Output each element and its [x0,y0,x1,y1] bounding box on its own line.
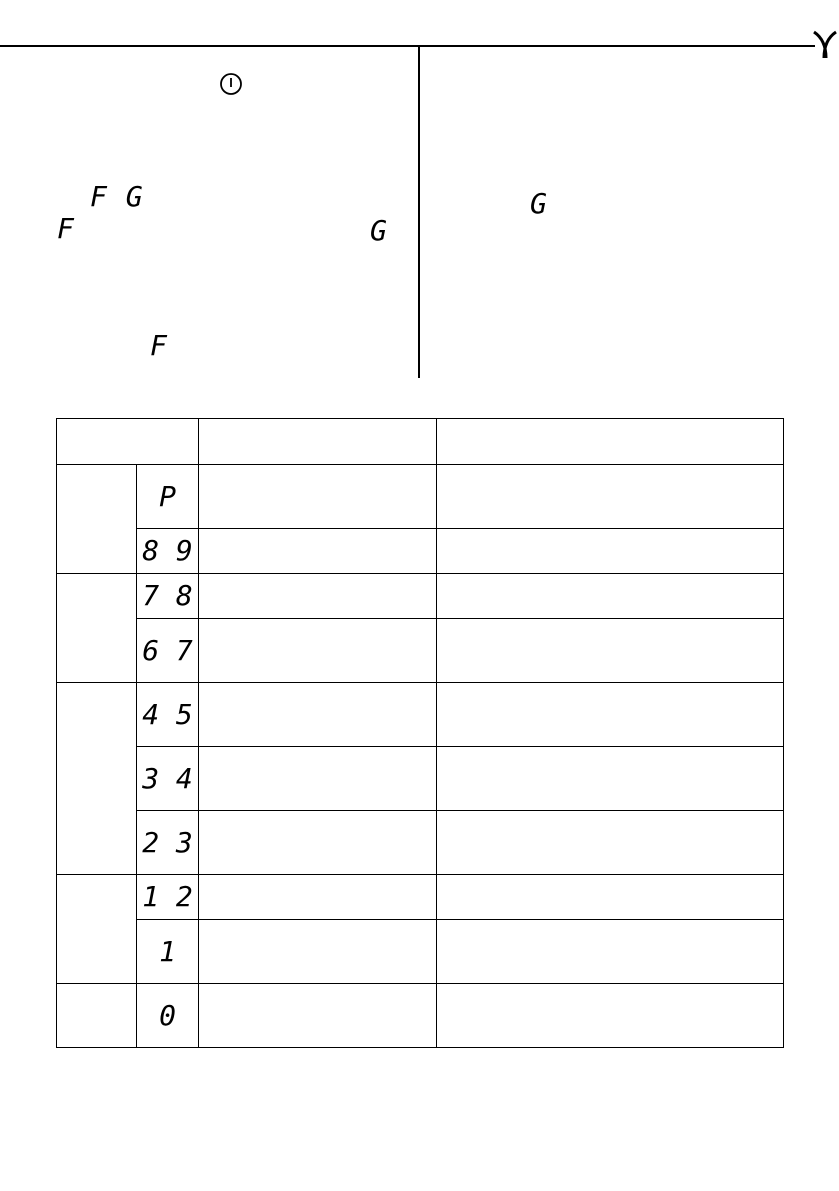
use-cell [199,920,437,984]
segment-display-cell [137,529,199,574]
scissors-mark-icon [812,30,838,60]
segment-value: 1 2 [142,880,193,913]
group-label-cell [57,683,137,875]
use-cell [199,683,437,747]
hint-cell [437,984,784,1048]
display-f-left: F [57,212,75,245]
use-cell [199,619,437,683]
header-cell-hint [437,419,784,465]
header-cell-display [57,419,199,465]
use-cell [199,529,437,574]
display-f-g: F G [90,180,144,213]
column-divider [418,45,420,378]
table-row [57,683,784,747]
hint-cell [437,529,784,574]
segment-value: 8 9 [142,534,193,567]
segment-value: 0 [159,998,176,1032]
header-cell-use [199,419,437,465]
table-row [57,920,784,984]
segment-value: 7 8 [142,579,193,612]
segment-display-cell [137,574,199,619]
segment-display-cell [137,683,199,747]
cut-line [0,45,815,47]
group-label-cell [57,465,137,574]
table-row [57,811,784,875]
segment-value: 3 4 [142,761,193,795]
hint-cell [437,465,784,529]
hint-cell [437,683,784,747]
table-header-row [57,419,784,465]
use-cell [199,875,437,920]
hint-cell [437,747,784,811]
hint-cell [437,811,784,875]
table-row [57,875,784,920]
segment-display-cell [137,984,199,1048]
power-button-icon [219,72,243,96]
segment-display-cell [137,811,199,875]
group-label-cell [57,875,137,984]
segment-value: 2 3 [142,825,193,859]
hint-cell [437,920,784,984]
table-row [57,465,784,529]
table-row [57,529,784,574]
segment-value: 6 7 [142,633,193,667]
display-f-bottom: F [150,329,168,362]
heat-setting-table [56,418,784,1048]
use-cell [199,465,437,529]
table-row [57,984,784,1048]
hint-cell [437,574,784,619]
group-label-cell [57,984,137,1048]
group-label-cell [57,574,137,683]
use-cell [199,811,437,875]
use-cell [199,747,437,811]
segment-display-cell [137,920,199,984]
table-row [57,574,784,619]
hint-cell [437,619,784,683]
segment-value: P [159,479,176,513]
segment-display-cell [137,875,199,920]
use-cell [199,984,437,1048]
segment-display-cell [137,747,199,811]
display-g-left: G [370,214,388,247]
use-cell [199,574,437,619]
segment-value: 4 5 [142,697,193,731]
table-row [57,747,784,811]
hint-cell [437,875,784,920]
segment-display-cell [137,619,199,683]
table-row [57,619,784,683]
display-g-right: G [530,187,548,220]
segment-display-cell [137,465,199,529]
segment-value: 1 [159,934,176,968]
